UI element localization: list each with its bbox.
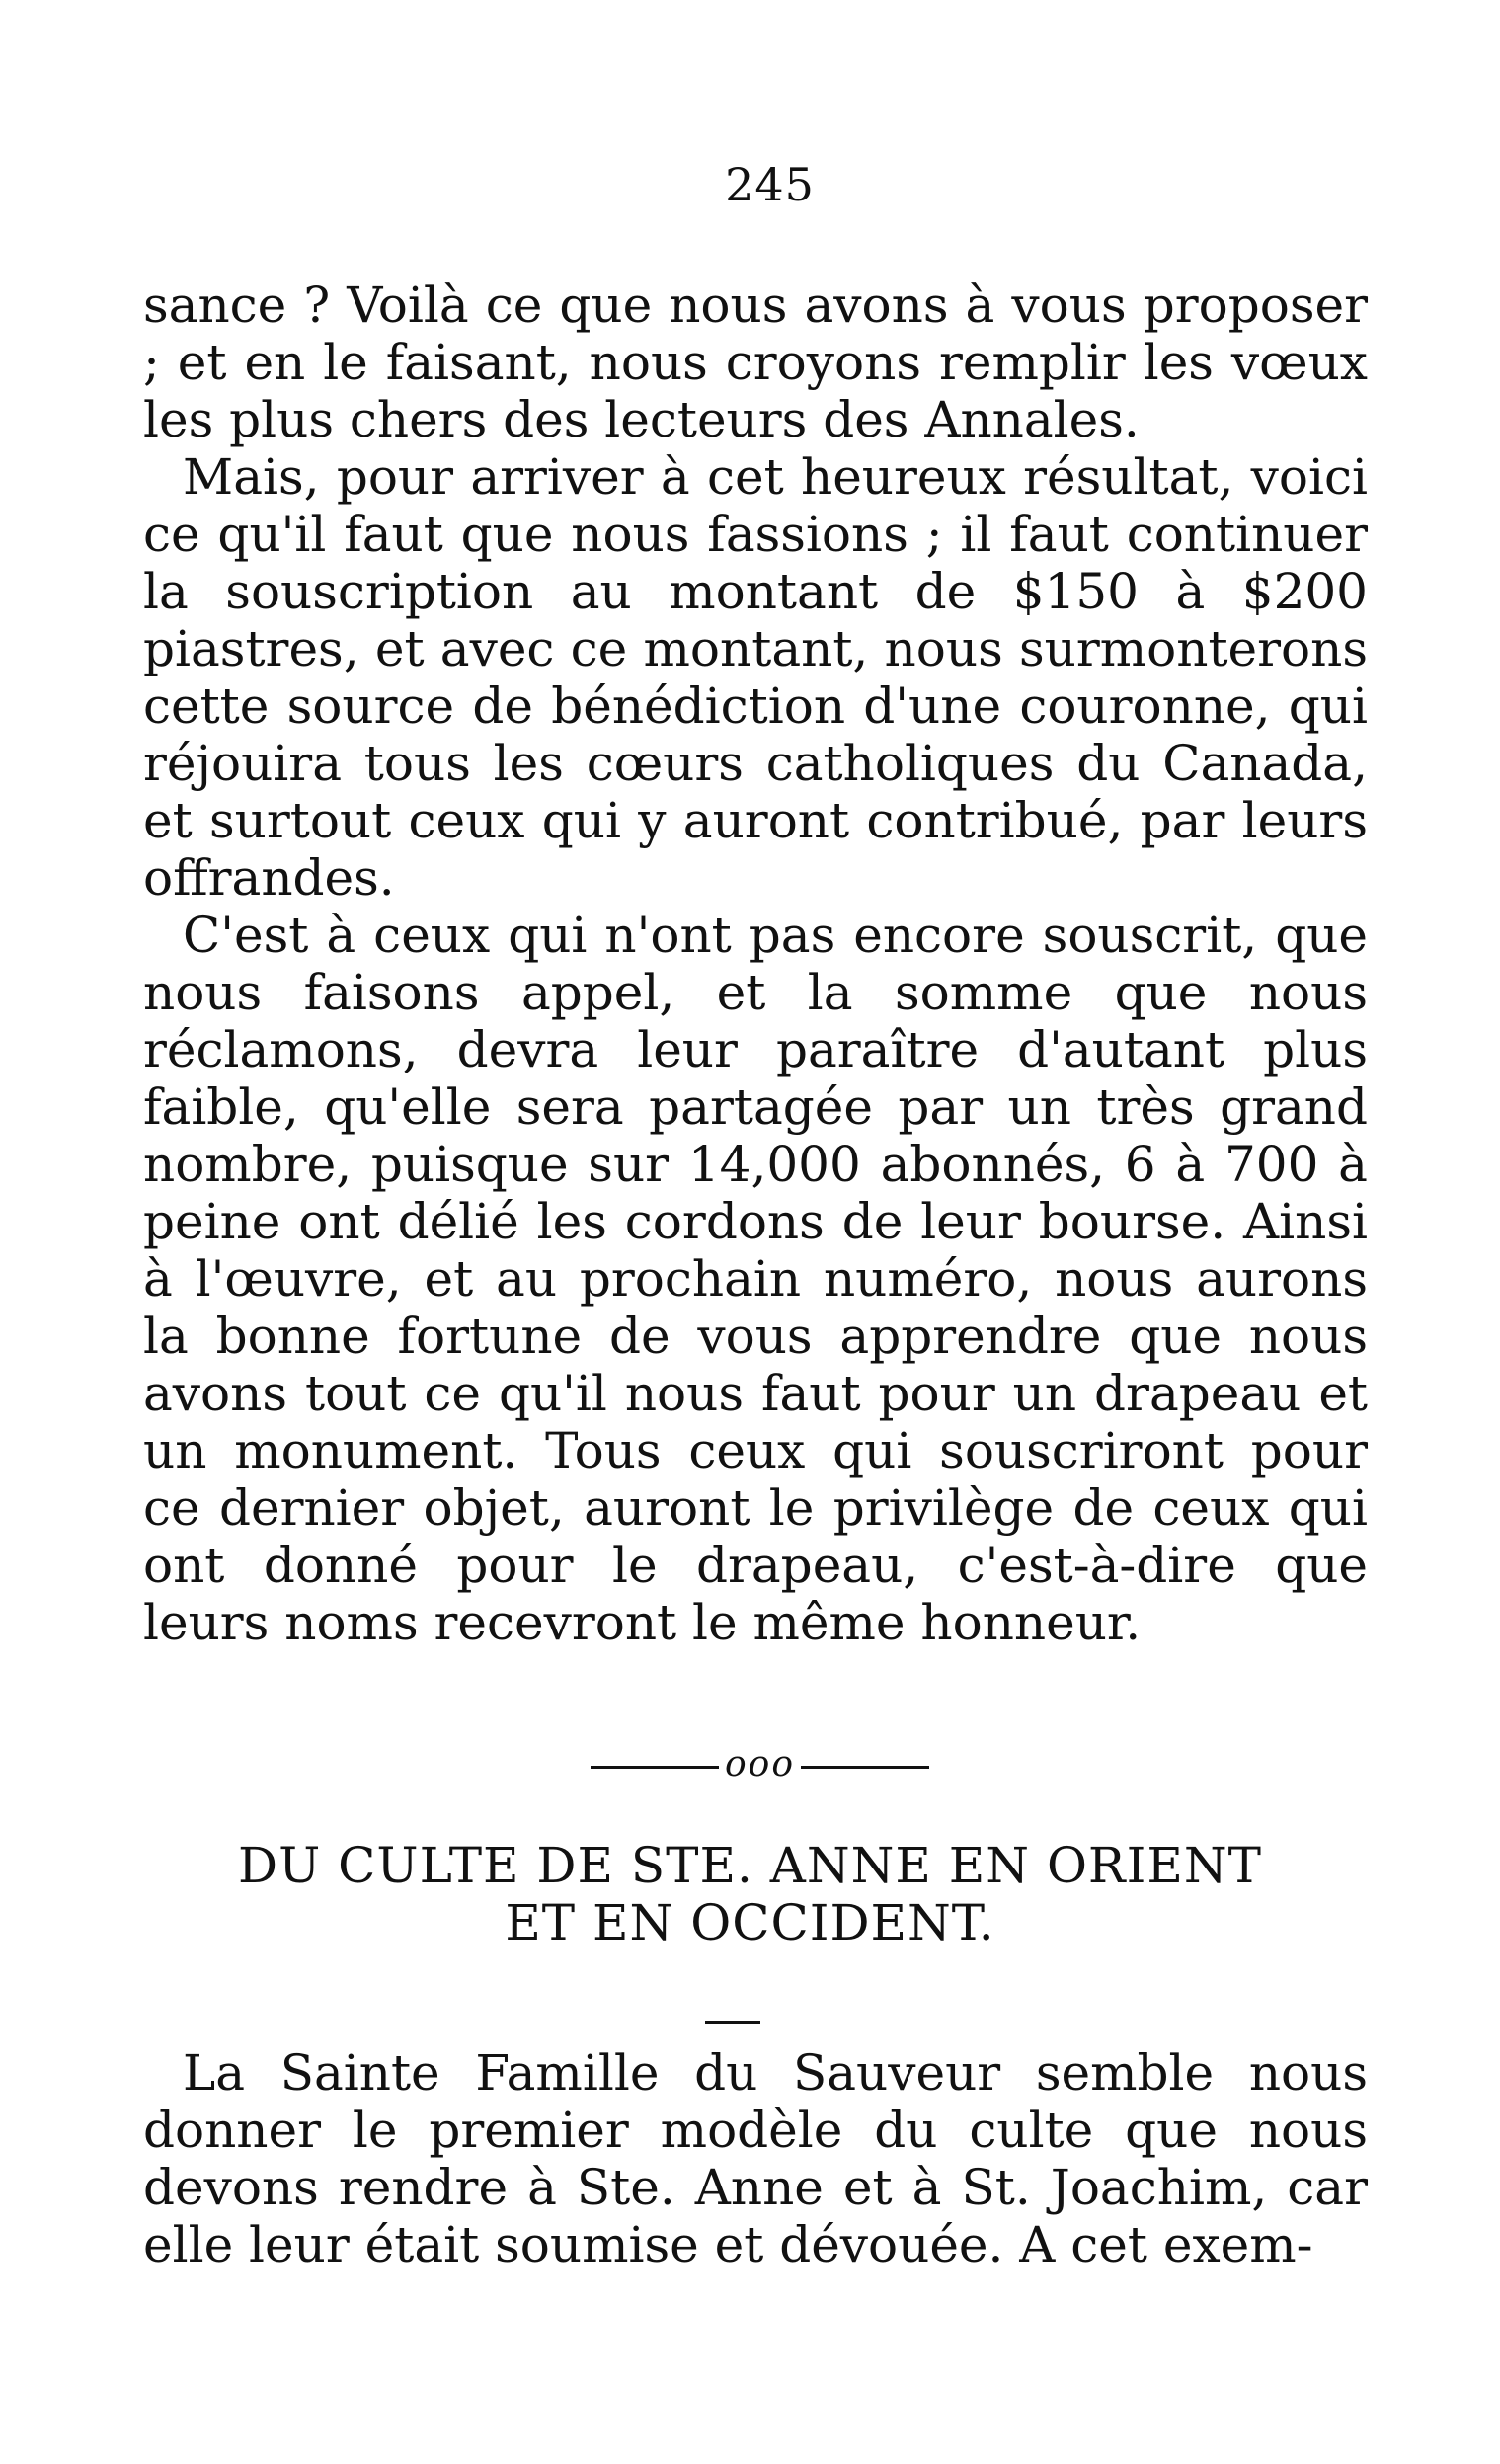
heading-line-1: DU CULTE DE STE. ANNE EN ORIENT [238,1837,1262,1894]
paragraph: La Sainte Famille du Sauveur semble nous donner le premier modèle du culte que nous devons rendre à Ste. Anne et à St. Joachim, car elle leur était soumise et dévouée. A cet exem- [143,2044,1368,2273]
paragraph: Mais, pour arriver à cet heureux résultat, voici ce qu'il faut que nous fassions ; il faut continuer la souscription au montant de $150 à $200 piastres, et avec ce montant, nous surmonterons cette source de bénédiction d'une couronne, qui réjouira tous les cœurs catholiques du Canada, et surtout ceux qui y auront contribué, par leurs offrandes. [143,448,1368,907]
divider-rule-left [591,1766,719,1769]
paragraph: C'est à ceux qui n'ont pas encore souscrit, que nous faisons appel, et la somme que nous réclamons, devra leur paraître d'autant plus faible, qu'elle sera partagée par un très grand nombre, puisque sur 14,000 abonnés, 6 à 700 à peine ont délié les cordons de leur bourse. Ainsi à l'œuvre, et au prochain numéro, nous aurons la bonne fortune de vous apprendre que nous avons tout ce qu'il nous faut pour un drapeau et un monument. Tous ceux qui souscriront pour ce dernier objet, auront le privilège de ceux qui ont donné pour le drapeau, c'est-à-dire que leurs noms recevront le même honneur. [143,907,1368,1651]
section-divider [10,1744,1500,1785]
heading-line-2: ET EN OCCIDENT. [505,1894,995,1951]
page-number: 245 [725,158,815,211]
divider-rule-right [801,1766,929,1769]
body-text-bottom [143,2044,1368,2273]
heading-rule [705,2021,760,2024]
body-text-top [143,277,1368,1651]
paragraph: sance ? Voilà ce que nous avons à vous proposer ; et en le faisant, nous croyons remplir les vœux les plus chers des lecteurs des Annales. [143,277,1368,448]
section-heading [0,1837,1500,1951]
divider-ornament: ooo [724,1744,796,1785]
